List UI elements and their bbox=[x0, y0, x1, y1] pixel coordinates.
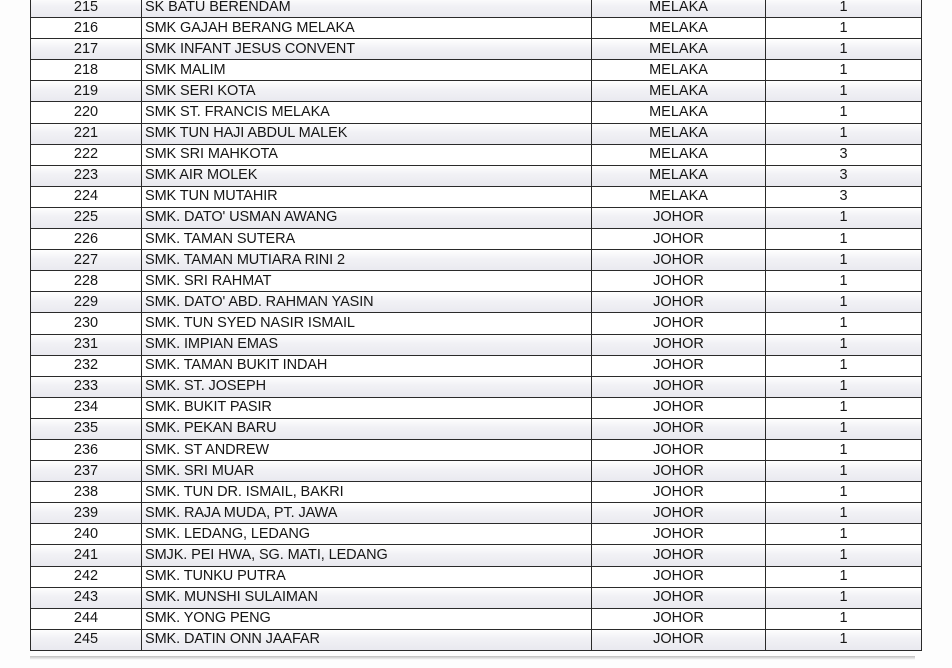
row-number-cell: 221 bbox=[31, 123, 142, 144]
school-name-cell: SMK TUN HAJI ABDUL MALEK bbox=[142, 123, 592, 144]
state-cell: JOHOR bbox=[592, 229, 766, 250]
state-cell: MELAKA bbox=[592, 60, 766, 81]
count-cell: 1 bbox=[766, 545, 922, 566]
count-cell: 1 bbox=[766, 482, 922, 503]
count-cell: 1 bbox=[766, 524, 922, 545]
school-name-cell: SMK ST. FRANCIS MELAKA bbox=[142, 102, 592, 123]
state-cell: JOHOR bbox=[592, 376, 766, 397]
row-number-cell: 238 bbox=[31, 482, 142, 503]
school-name-cell: SK BATU BERENDAM bbox=[142, 0, 592, 18]
count-cell: 1 bbox=[766, 207, 922, 228]
table-row bbox=[31, 545, 922, 566]
count-cell: 1 bbox=[766, 0, 922, 18]
row-number-cell: 233 bbox=[31, 376, 142, 397]
state-cell: JOHOR bbox=[592, 313, 766, 334]
count-cell: 1 bbox=[766, 376, 922, 397]
count-cell: 1 bbox=[766, 418, 922, 439]
row-number-cell: 227 bbox=[31, 250, 142, 271]
page-edge-shadow bbox=[30, 656, 915, 660]
count-cell: 1 bbox=[766, 503, 922, 524]
school-name-cell: SMK. PEKAN BARU bbox=[142, 418, 592, 439]
state-cell: MELAKA bbox=[592, 39, 766, 60]
state-cell: JOHOR bbox=[592, 524, 766, 545]
table-row bbox=[31, 334, 922, 355]
row-number-cell: 242 bbox=[31, 566, 142, 587]
row-number-cell: 243 bbox=[31, 587, 142, 608]
count-cell: 1 bbox=[766, 355, 922, 376]
row-number-cell: 225 bbox=[31, 207, 142, 228]
school-name-cell: SMK SRI MAHKOTA bbox=[142, 144, 592, 165]
state-cell: JOHOR bbox=[592, 503, 766, 524]
row-number-cell: 230 bbox=[31, 313, 142, 334]
count-cell: 1 bbox=[766, 39, 922, 60]
count-cell: 1 bbox=[766, 313, 922, 334]
row-number-cell: 231 bbox=[31, 334, 142, 355]
school-name-cell: SMK. SRI MUAR bbox=[142, 461, 592, 482]
row-number-cell: 226 bbox=[31, 229, 142, 250]
table-row bbox=[31, 376, 922, 397]
school-name-cell: SMK. TAMAN SUTERA bbox=[142, 229, 592, 250]
row-number-cell: 228 bbox=[31, 271, 142, 292]
table-body bbox=[31, 0, 922, 650]
state-cell: JOHOR bbox=[592, 461, 766, 482]
table-row bbox=[31, 271, 922, 292]
row-number-cell: 218 bbox=[31, 60, 142, 81]
row-number-cell: 236 bbox=[31, 439, 142, 460]
count-cell: 1 bbox=[766, 397, 922, 418]
state-cell: JOHOR bbox=[592, 629, 766, 650]
school-name-cell: SMK. ST ANDREW bbox=[142, 439, 592, 460]
school-name-cell: SMK. TAMAN BUKIT INDAH bbox=[142, 355, 592, 376]
school-name-cell: SMK. DATO' USMAN AWANG bbox=[142, 207, 592, 228]
row-number-cell: 219 bbox=[31, 81, 142, 102]
count-cell: 1 bbox=[766, 587, 922, 608]
school-name-cell: SMK. TUNKU PUTRA bbox=[142, 566, 592, 587]
table-row bbox=[31, 587, 922, 608]
table-row bbox=[31, 186, 922, 207]
row-number-cell: 217 bbox=[31, 39, 142, 60]
count-cell: 1 bbox=[766, 461, 922, 482]
state-cell: JOHOR bbox=[592, 397, 766, 418]
table-row bbox=[31, 418, 922, 439]
school-name-cell: SMK. DATO' ABD. RAHMAN YASIN bbox=[142, 292, 592, 313]
table-row bbox=[31, 0, 922, 18]
table-row bbox=[31, 397, 922, 418]
count-cell: 1 bbox=[766, 102, 922, 123]
count-cell: 1 bbox=[766, 229, 922, 250]
row-number-cell: 239 bbox=[31, 503, 142, 524]
row-number-cell: 245 bbox=[31, 629, 142, 650]
state-cell: JOHOR bbox=[592, 250, 766, 271]
row-number-cell: 232 bbox=[31, 355, 142, 376]
row-number-cell: 234 bbox=[31, 397, 142, 418]
state-cell: JOHOR bbox=[592, 608, 766, 629]
count-cell: 1 bbox=[766, 608, 922, 629]
state-cell: MELAKA bbox=[592, 144, 766, 165]
school-list-table bbox=[30, 0, 922, 651]
state-cell: JOHOR bbox=[592, 545, 766, 566]
table-row bbox=[31, 60, 922, 81]
state-cell: MELAKA bbox=[592, 18, 766, 39]
row-number-cell: 240 bbox=[31, 524, 142, 545]
school-name-cell: SMK. TUN DR. ISMAIL, BAKRI bbox=[142, 482, 592, 503]
count-cell: 1 bbox=[766, 439, 922, 460]
table-row bbox=[31, 207, 922, 228]
table-row bbox=[31, 503, 922, 524]
table-row bbox=[31, 102, 922, 123]
table-row bbox=[31, 439, 922, 460]
count-cell: 1 bbox=[766, 334, 922, 355]
school-name-cell: SMK INFANT JESUS CONVENT bbox=[142, 39, 592, 60]
school-name-cell: SMK. LEDANG, LEDANG bbox=[142, 524, 592, 545]
state-cell: JOHOR bbox=[592, 334, 766, 355]
state-cell: JOHOR bbox=[592, 439, 766, 460]
table-row bbox=[31, 39, 922, 60]
count-cell: 1 bbox=[766, 123, 922, 144]
row-number-cell: 224 bbox=[31, 186, 142, 207]
count-cell: 3 bbox=[766, 144, 922, 165]
count-cell: 1 bbox=[766, 250, 922, 271]
state-cell: JOHOR bbox=[592, 355, 766, 376]
count-cell: 1 bbox=[766, 292, 922, 313]
state-cell: MELAKA bbox=[592, 123, 766, 144]
table-row bbox=[31, 123, 922, 144]
count-cell: 3 bbox=[766, 186, 922, 207]
school-name-cell: SMK. DATIN ONN JAAFAR bbox=[142, 629, 592, 650]
row-number-cell: 223 bbox=[31, 165, 142, 186]
school-name-cell: SMK. YONG PENG bbox=[142, 608, 592, 629]
school-name-cell: SMK. TUN SYED NASIR ISMAIL bbox=[142, 313, 592, 334]
school-name-cell: SMK SERI KOTA bbox=[142, 81, 592, 102]
state-cell: JOHOR bbox=[592, 587, 766, 608]
row-number-cell: 222 bbox=[31, 144, 142, 165]
table-row bbox=[31, 524, 922, 545]
table-row bbox=[31, 292, 922, 313]
count-cell: 1 bbox=[766, 18, 922, 39]
school-name-cell: SMK GAJAH BERANG MELAKA bbox=[142, 18, 592, 39]
row-number-cell: 216 bbox=[31, 18, 142, 39]
row-number-cell: 235 bbox=[31, 418, 142, 439]
table-row bbox=[31, 608, 922, 629]
count-cell: 1 bbox=[766, 271, 922, 292]
school-name-cell: SMK MALIM bbox=[142, 60, 592, 81]
state-cell: MELAKA bbox=[592, 102, 766, 123]
count-cell: 3 bbox=[766, 165, 922, 186]
school-name-cell: SMK. SRI RAHMAT bbox=[142, 271, 592, 292]
table-row bbox=[31, 355, 922, 376]
state-cell: MELAKA bbox=[592, 81, 766, 102]
row-number-cell: 241 bbox=[31, 545, 142, 566]
row-number-cell: 215 bbox=[31, 0, 142, 18]
school-name-cell: SMK TUN MUTAHIR bbox=[142, 186, 592, 207]
school-name-cell: SMK. IMPIAN EMAS bbox=[142, 334, 592, 355]
state-cell: JOHOR bbox=[592, 418, 766, 439]
table-row bbox=[31, 18, 922, 39]
table-row bbox=[31, 165, 922, 186]
table-row bbox=[31, 229, 922, 250]
count-cell: 1 bbox=[766, 60, 922, 81]
school-name-cell: SMK. ST. JOSEPH bbox=[142, 376, 592, 397]
row-number-cell: 229 bbox=[31, 292, 142, 313]
school-name-cell: SMK. MUNSHI SULAIMAN bbox=[142, 587, 592, 608]
table-row bbox=[31, 461, 922, 482]
count-cell: 1 bbox=[766, 81, 922, 102]
table-row bbox=[31, 313, 922, 334]
row-number-cell: 244 bbox=[31, 608, 142, 629]
table-row bbox=[31, 81, 922, 102]
count-cell: 1 bbox=[766, 629, 922, 650]
state-cell: MELAKA bbox=[592, 0, 766, 18]
school-name-cell: SMJK. PEI HWA, SG. MATI, LEDANG bbox=[142, 545, 592, 566]
school-name-cell: SMK AIR MOLEK bbox=[142, 165, 592, 186]
school-name-cell: SMK. TAMAN MUTIARA RINI 2 bbox=[142, 250, 592, 271]
state-cell: JOHOR bbox=[592, 271, 766, 292]
table-row bbox=[31, 250, 922, 271]
row-number-cell: 220 bbox=[31, 102, 142, 123]
table-row bbox=[31, 629, 922, 650]
state-cell: MELAKA bbox=[592, 186, 766, 207]
table-row bbox=[31, 144, 922, 165]
table-row bbox=[31, 566, 922, 587]
table-row bbox=[31, 482, 922, 503]
count-cell: 1 bbox=[766, 566, 922, 587]
state-cell: JOHOR bbox=[592, 566, 766, 587]
school-name-cell: SMK. RAJA MUDA, PT. JAWA bbox=[142, 503, 592, 524]
state-cell: JOHOR bbox=[592, 292, 766, 313]
state-cell: JOHOR bbox=[592, 482, 766, 503]
state-cell: JOHOR bbox=[592, 207, 766, 228]
row-number-cell: 237 bbox=[31, 461, 142, 482]
state-cell: MELAKA bbox=[592, 165, 766, 186]
school-name-cell: SMK. BUKIT PASIR bbox=[142, 397, 592, 418]
